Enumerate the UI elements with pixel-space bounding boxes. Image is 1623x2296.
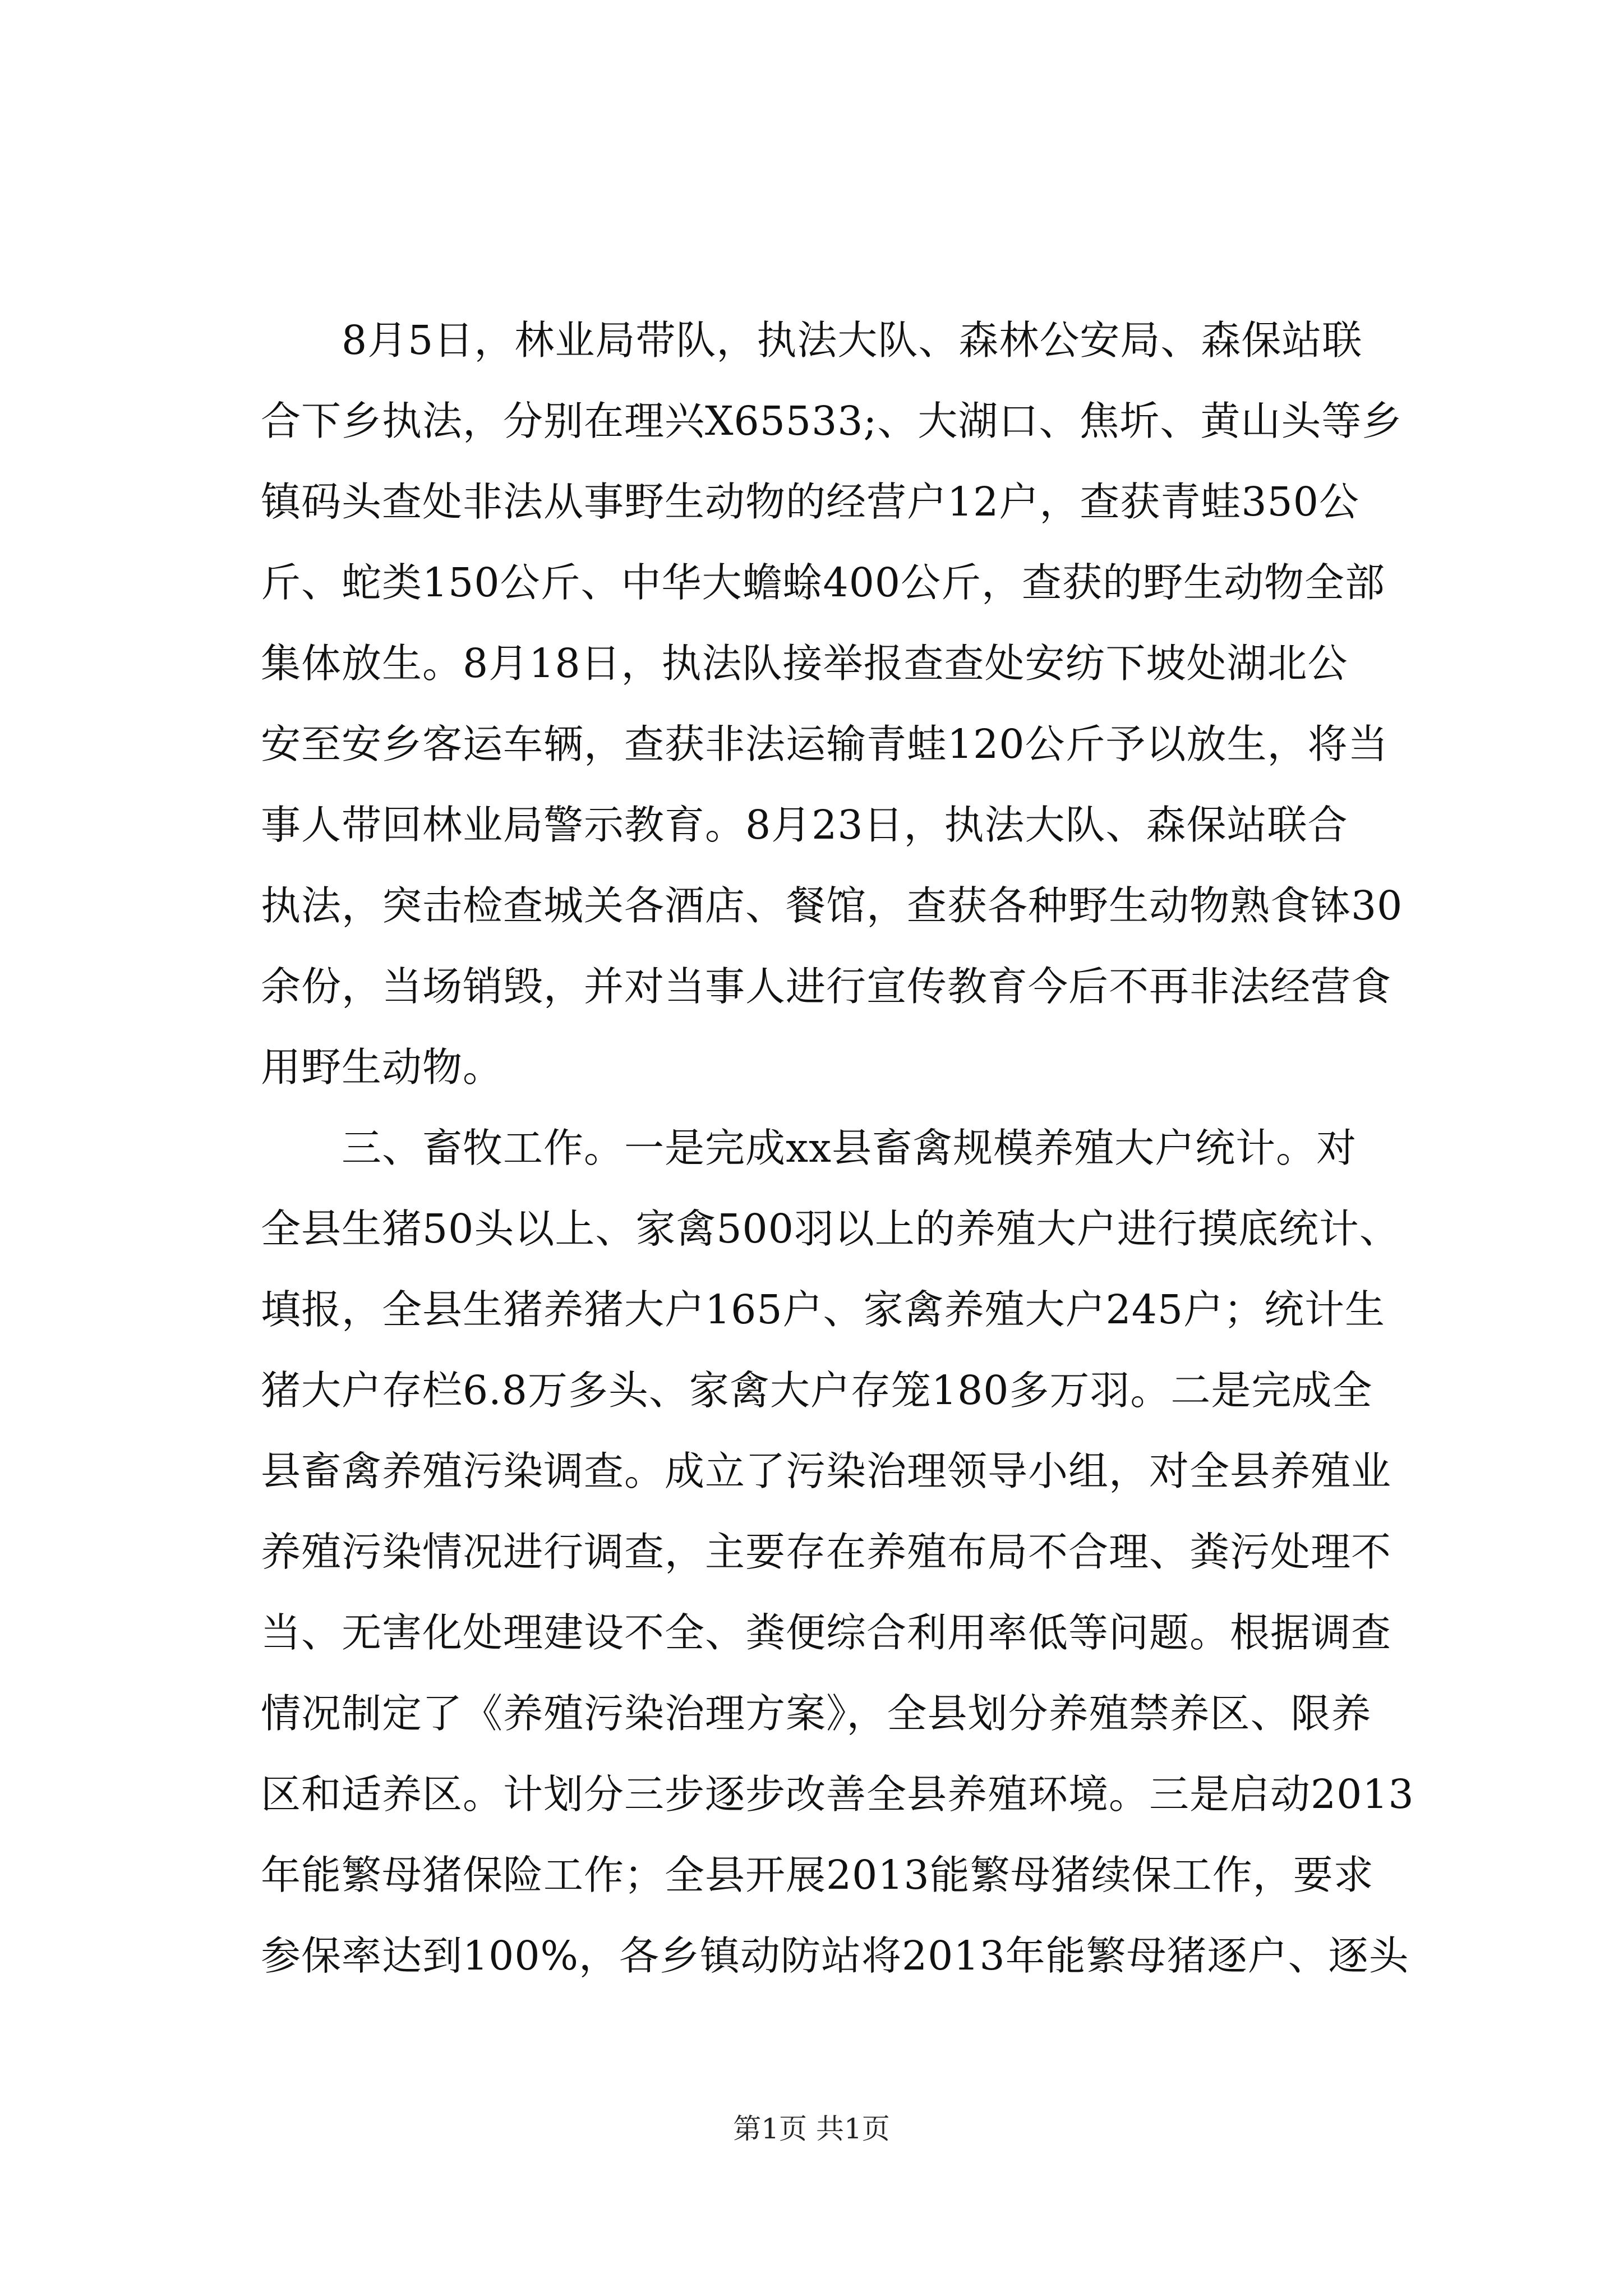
paragraph-line: 全县生猪50头以上、家禽500羽以上的养殖大户进行摸底统计、 [261, 1205, 1400, 1252]
paragraph-line: 填报，全县生猪养猪大户165户、家禽养殖大户245户；统计生 [261, 1286, 1386, 1333]
paragraph-line: 县畜禽养殖污染调查。成立了污染治理领导小组，对全县养殖业 [261, 1448, 1392, 1494]
paragraph-line: 执法，突击检查城关各酒店、餐馆，查获各种野生动物熟食钵30 [261, 882, 1403, 929]
paragraph-line: 养殖污染情况进行调查，主要存在养殖布局不合理、粪污处理不 [261, 1529, 1392, 1575]
paragraph-line: 镇码头查处非法从事野生动物的经营户12户，查获青蛙350公 [261, 478, 1359, 525]
document-body [261, 300, 1450, 1996]
paragraph-line: 年能繁母猪保险工作；全县开展2013能繁母猪续保工作，要求 [261, 1852, 1374, 1898]
paragraph-line: 猪大户存栏6.8万多头、家禽大户存笼180多万羽。二是完成全 [261, 1367, 1373, 1414]
paragraph-line: 区和适养区。计划分三步逐步改善全县养殖环境。三是启动2013 [261, 1771, 1414, 1818]
page-number-footer: 第1页 共1页 [733, 2113, 890, 2145]
paragraph-line: 集体放生。8月18日，执法队接举报查查处安纺下坡处湖北公 [261, 640, 1348, 687]
paragraph-line: 用野生动物。 [261, 1044, 504, 1091]
paragraph-livestock-work [261, 1108, 1450, 1996]
paragraph-line: 合下乡执法，分别在理兴X65533;、大湖口、焦圻、黄山头等乡 [261, 398, 1403, 444]
paragraph-line: 三、畜牧工作。一是完成xx县畜禽规模养殖大户统计。对 [342, 1125, 1357, 1171]
paragraph-line: 余份，当场销毁，并对当事人进行宣传教育今后不再非法经营食 [261, 963, 1392, 1010]
paragraph-line: 情况制定了《养殖污染治理方案》，全县划分养殖禁养区、限养 [261, 1690, 1372, 1737]
paragraph-line: 事人带回林业局警示教育。8月23日，执法大队、森保站联合 [261, 802, 1348, 848]
paragraph-wildlife-enforcement [261, 300, 1450, 1108]
paragraph-line: 当、无害化处理建设不全、粪便综合利用率低等问题。根据调查 [261, 1609, 1392, 1656]
paragraph-line: 8月5日，林业局带队，执法大队、森林公安局、森保站联 [342, 317, 1363, 364]
paragraph-line: 安至安乡客运车辆，查获非法运输青蛙120公斤予以放生，将当 [261, 721, 1389, 767]
paragraph-line: 斤、蛇类150公斤、中华大蟾蜍400公斤，查获的野生动物全部 [261, 559, 1386, 606]
paragraph-line: 参保率达到100%，各乡镇动防站将2013年能繁母猪逐户、逐头 [261, 1932, 1409, 1979]
